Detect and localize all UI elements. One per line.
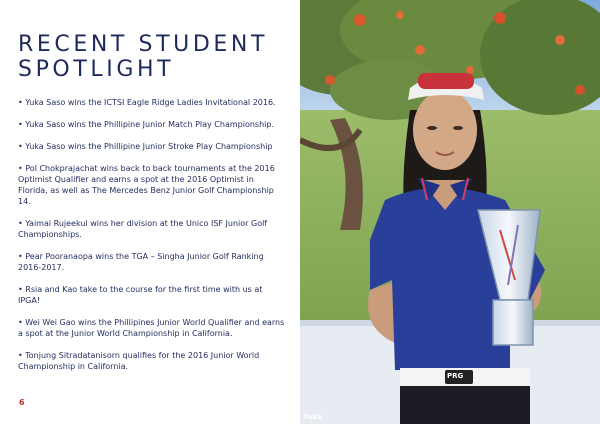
list-item: • Pear Pooranaopa wins the TGA – Singha Junior Golf Ranking 2016-2017. bbox=[18, 252, 264, 272]
page-title-line-2: SPOTLIGHT bbox=[18, 56, 175, 82]
list-item: • Wei Wei Gao wins the Phillipines Junior World Qualifier and earns a spot at the Junior World Championship in California. bbox=[18, 318, 285, 338]
list-item: • Rsia and Kao take to the course for the first time with us at IPGA! bbox=[18, 285, 263, 305]
photo-caption: Yuka bbox=[303, 413, 322, 421]
page-number: 6 bbox=[19, 398, 25, 407]
list-item: • Yuka Saso wins the Phillipine Junior Stroke Play Championship bbox=[18, 142, 273, 151]
list-item: • Yuka Saso wins the ICTSI Eagle Ridge Ladies Invitational 2016. bbox=[18, 98, 276, 107]
page-title bbox=[18, 32, 288, 82]
photo-illustration bbox=[300, 0, 600, 424]
list-item: • Yaimai Rujeekul wins her division at the Unico ISF Junior Golf Championships. bbox=[18, 219, 268, 239]
list-item: • Pol Chokprajachat wins back to back tournaments at the 2016 Optimist Qualifier and earns a spot at the 2016 Optimist in Florida, as well as The Mercedes Benz Junior Golf Championship 14. bbox=[18, 164, 275, 206]
spotlight-list bbox=[18, 97, 286, 383]
list-item: • Tonjung Sitradatanisorn qualifies for the 2016 Junior World Championship in California. bbox=[18, 351, 260, 371]
belt-logo: PRG bbox=[447, 372, 464, 380]
page-title-line-1: RECENT STUDENT bbox=[18, 31, 268, 57]
list-item: • Yuka Saso wins the Phillipine Junior Match Play Championship. bbox=[18, 120, 274, 129]
student-photo bbox=[300, 0, 600, 424]
